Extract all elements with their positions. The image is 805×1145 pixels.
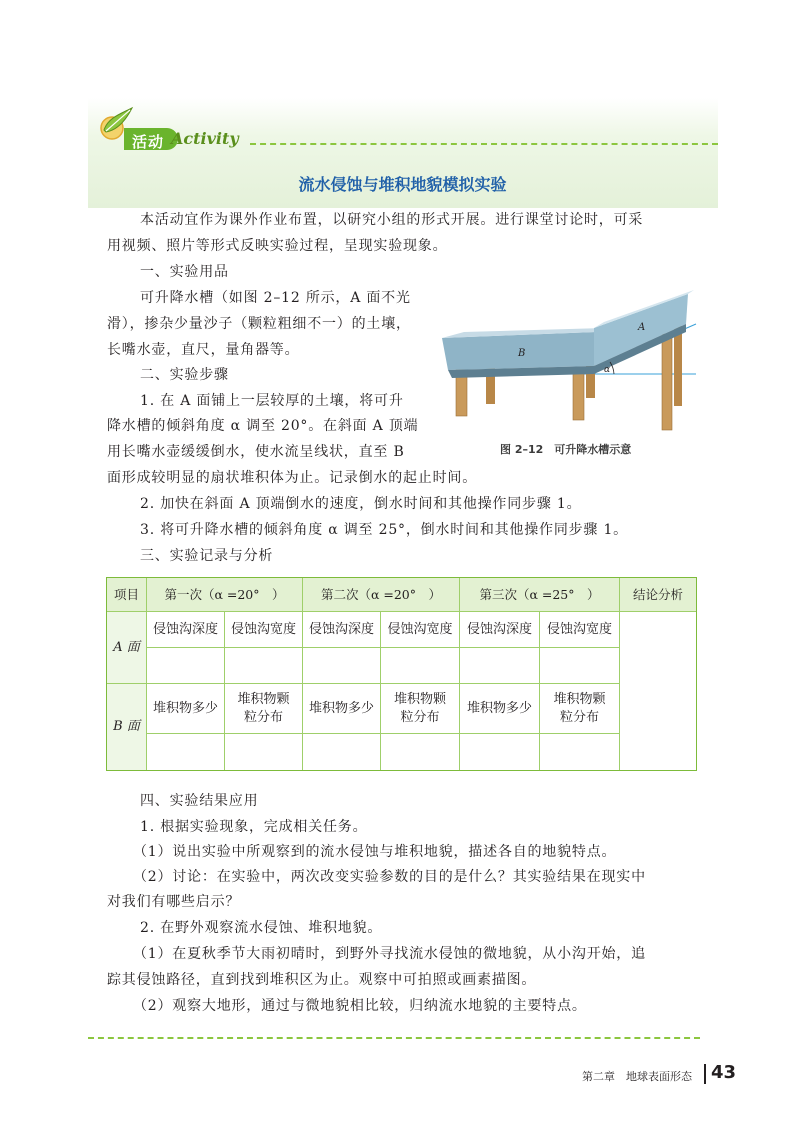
header-conclusion: 结论分析 xyxy=(620,578,696,612)
cell-b1-amount: 堆积物多少 xyxy=(147,684,225,734)
cell-b3-distribution: 堆积物颗 粒分布 xyxy=(540,684,620,734)
cell-empty[interactable] xyxy=(540,648,620,684)
leaf-icon xyxy=(92,104,136,140)
section-1-line-3: 长嘴水壶，直尺，量角器等。 xyxy=(107,342,300,358)
step-2: 2. 加快在斜面 A 顶端倒水的速度，倒水时间和其他操作同步骤 1。 xyxy=(140,496,582,512)
application-2-q1-line-1: （1）在夏秋季节大雨初晴时，到野外寻找流水侵蚀的微地貌，从小沟开始，追 xyxy=(133,946,646,962)
cell-empty[interactable] xyxy=(381,648,460,684)
section-1-title: 一、实验用品 xyxy=(140,264,229,280)
step-1-line-3: 用长嘴水壶缓缓倒水，使水流呈线状，直至 B xyxy=(107,444,405,460)
header-third: 第三次（α =25° ） xyxy=(460,578,620,612)
step-3: 3. 将可升降水槽的倾斜角度 α 调至 25°，倒水时间和其他操作同步骤 1。 xyxy=(140,522,628,538)
step-1-line-4: 面形成较明显的扇状堆积体为止。记录倒水的起止时间。 xyxy=(107,470,477,486)
figure-label-alpha: α xyxy=(604,365,611,375)
cell-empty[interactable] xyxy=(460,734,540,770)
cell-b3-amount: 堆积物多少 xyxy=(460,684,540,734)
intro-line-1: 本活动宜作为课外作业布置，以研究小组的形式开展。进行课堂讨论时，可采 xyxy=(140,212,644,228)
cell-a1-width: 侵蚀沟宽度 xyxy=(225,612,303,648)
application-1: 1. 根据实验现象，完成相关任务。 xyxy=(140,819,368,835)
footer-chapter: 第二章 地球表面形态 xyxy=(582,1070,692,1083)
experiment-record-table xyxy=(106,577,697,771)
section-1-line-2: 滑），掺杂少量沙子（颗粒粗细不一）的土壤， xyxy=(107,316,411,332)
header-first: 第一次（α =20° ） xyxy=(147,578,303,612)
activity-title: 流水侵蚀与堆积地貌模拟实验 xyxy=(298,175,507,194)
activity-label-en: Activity xyxy=(171,129,239,148)
application-2: 2. 在野外观察流水侵蚀、堆积地貌。 xyxy=(140,920,383,936)
cell-conclusion[interactable] xyxy=(620,612,696,770)
intro-line-2: 用视频、照片等形式反映实验过程，呈现实验现象。 xyxy=(107,238,448,254)
application-1-q1: （1）说出实验中所观察到的流水侵蚀与堆积地貌，描述各自的地貌特点。 xyxy=(133,844,617,860)
row-label-b: B 面 xyxy=(107,684,147,770)
section-1-line-1: 可升降水槽（如图 2–12 所示，A 面不光 xyxy=(140,290,411,306)
step-1-line-2: 降水槽的倾斜角度 α 调至 20°。在斜面 A 顶端 xyxy=(107,418,419,434)
footer-divider xyxy=(88,1037,700,1039)
application-1-q2-line-1: （2）讨论：在实验中，两次改变实验参数的目的是什么？其实验结果在现实中 xyxy=(133,869,646,885)
cell-empty[interactable] xyxy=(303,734,381,770)
cell-b2-amount: 堆积物多少 xyxy=(303,684,381,734)
footer-separator xyxy=(704,1064,706,1084)
cell-a3-depth: 侵蚀沟深度 xyxy=(460,612,540,648)
cell-empty[interactable] xyxy=(540,734,620,770)
section-3-title: 三、实验记录与分析 xyxy=(140,548,274,564)
figure-label-b: B xyxy=(518,348,526,359)
cell-empty[interactable] xyxy=(303,648,381,684)
cell-a2-width: 侵蚀沟宽度 xyxy=(381,612,460,648)
header-item: 项目 xyxy=(107,578,147,612)
cell-empty[interactable] xyxy=(460,648,540,684)
water-trough-figure xyxy=(438,288,700,433)
cell-a1-depth: 侵蚀沟深度 xyxy=(147,612,225,648)
figure-caption: 图 2–12 可升降水槽示意 xyxy=(500,443,632,456)
cell-b2-distribution: 堆积物颗 粒分布 xyxy=(381,684,460,734)
activity-label: 活动 xyxy=(132,133,165,151)
cell-empty[interactable] xyxy=(147,734,225,770)
cell-empty[interactable] xyxy=(147,648,225,684)
cell-a2-depth: 侵蚀沟深度 xyxy=(303,612,381,648)
application-2-q1-line-2: 踪其侵蚀路径，直到找到堆积区为止。观察中可拍照或画素描图。 xyxy=(107,972,537,988)
banner-divider xyxy=(250,143,718,145)
cell-empty[interactable] xyxy=(381,734,460,770)
row-label-a: A 面 xyxy=(107,612,147,684)
application-2-q2: （2）观察大地形，通过与微地貌相比较，归纳流水地貌的主要特点。 xyxy=(133,998,587,1014)
cell-empty[interactable] xyxy=(225,648,303,684)
cell-a3-width: 侵蚀沟宽度 xyxy=(540,612,620,648)
cell-empty[interactable] xyxy=(225,734,303,770)
figure-label-a: A xyxy=(638,322,646,333)
section-4-title: 四、实验结果应用 xyxy=(140,793,259,809)
step-1-line-1: 1. 在 A 面铺上一层较厚的土壤，将可升 xyxy=(140,393,404,409)
section-2-title: 二、实验步骤 xyxy=(140,367,229,383)
application-1-q2-line-2: 对我们有哪些启示？ xyxy=(107,894,241,910)
page-number: 43 xyxy=(711,1062,737,1083)
header-second: 第二次（α =20° ） xyxy=(303,578,460,612)
cell-b1-distribution: 堆积物颗 粒分布 xyxy=(225,684,303,734)
